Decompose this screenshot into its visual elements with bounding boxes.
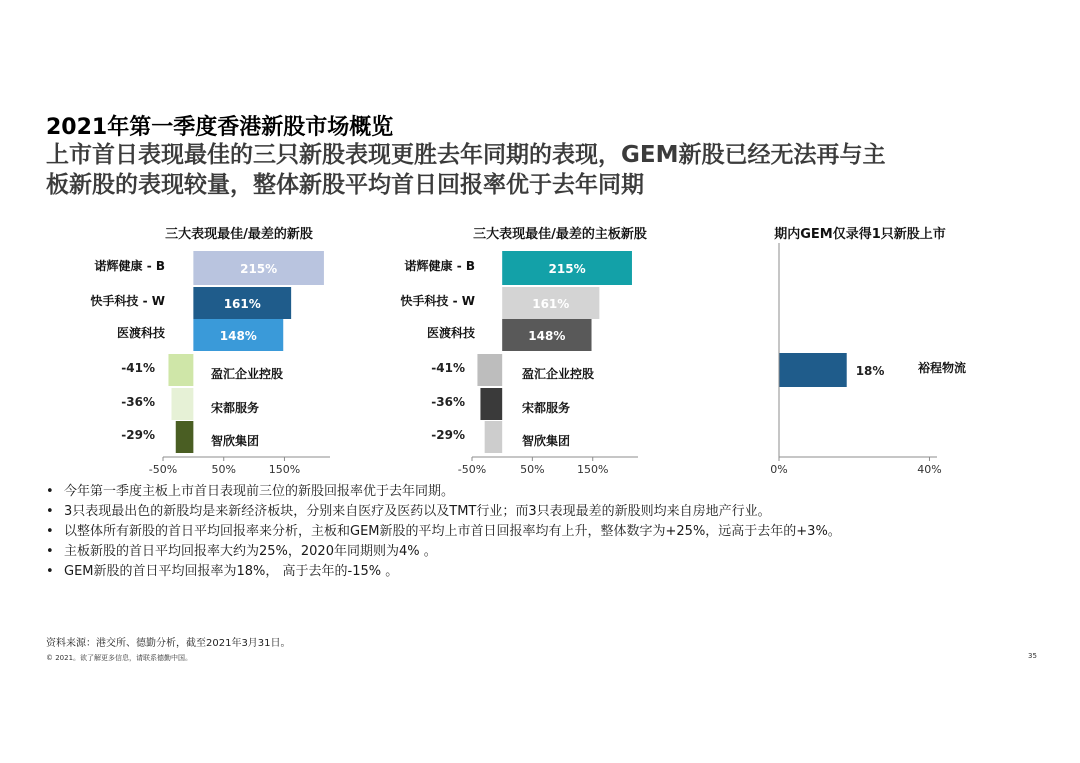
page-title: 2021年第一季度香港新股市场概览	[46, 115, 394, 140]
chart-gem-ipos	[770, 226, 966, 476]
data-label: 148%	[528, 329, 566, 343]
x-tick-label: 150%	[577, 463, 609, 476]
bullet-list	[46, 482, 1056, 582]
bar	[176, 421, 194, 453]
category-label: 诺辉健康 - B	[404, 259, 475, 273]
bullet-item: • 3只表现最出色的新股均是来新经济板块，分别来自医疗及医药以及TMT行业；而3只表现最差的新股则均来自房地产行业。	[46, 502, 1056, 522]
subtitle-line-1: 上市首日表现最佳的三只新股表现更胜去年同期的表现，GEM新股已经无法再与主	[46, 142, 886, 168]
x-tick-label: 40%	[917, 463, 942, 476]
x-tick-label: 50%	[211, 463, 236, 476]
chart-top-bottom-ipos	[90, 226, 330, 476]
data-label: -41%	[431, 361, 465, 375]
copyright-note: © 2021。欲了解更多信息，请联系德勤中国。	[46, 654, 193, 662]
bullet-item: • 今年第一季度主板上市首日表现前三位的新股回报率优于去年同期。	[46, 482, 1056, 502]
subtitle-line-2: 板新股的表现较量，整体新股平均首日回报率优于去年同期	[46, 172, 644, 198]
category-label: 裕程物流	[918, 361, 967, 375]
category-label: 诺辉健康 - B	[94, 259, 165, 273]
chart-main-board-ipos	[400, 226, 647, 476]
data-label: 148%	[219, 329, 257, 343]
data-label: -29%	[431, 428, 465, 442]
category-label: 宋都服务	[211, 401, 260, 415]
x-tick-label: 150%	[268, 463, 301, 476]
data-label: 161%	[532, 297, 570, 311]
bar	[477, 354, 502, 386]
bullet-item: • 以整体所有新股的首日平均回报率来分析，主板和GEM新股的平均上市首日回报率均有上升，整体数字为+25%，远高于去年的+3%。	[46, 522, 1056, 542]
category-label: 盈汇企业控股	[211, 367, 284, 381]
data-label: 215%	[240, 262, 278, 276]
bar	[779, 353, 847, 387]
data-label: -36%	[431, 395, 465, 409]
category-label: 智欣集团	[211, 434, 260, 448]
chart-title: 三大表现最佳/最差的主板新股	[473, 227, 647, 242]
x-tick-label: -50%	[148, 463, 178, 476]
category-label: 智欣集团	[522, 434, 571, 448]
category-label: 医渡科技	[426, 326, 475, 340]
bullet-item: • GEM新股的首日平均回报率为18%， 高于去年的-15% 。	[46, 562, 1056, 582]
bar	[485, 421, 503, 453]
data-label: 215%	[548, 262, 586, 276]
data-label: 18%	[855, 364, 885, 378]
page-subtitle	[46, 140, 1046, 200]
category-label: 医渡科技	[116, 326, 165, 340]
page-number: 35	[1028, 652, 1037, 660]
x-tick-label: 50%	[520, 463, 545, 476]
chart-title: 三大表现最佳/最差的新股	[165, 227, 313, 242]
bar	[172, 388, 194, 420]
bullet-item: • 主板新股的首日平均回报率大约为25%，2020年同期则为4% 。	[46, 542, 1056, 562]
category-label: 快手科技 - W	[400, 294, 475, 308]
data-label: 161%	[223, 297, 261, 311]
chart-title: 期内GEM仅录得1只新股上市	[774, 227, 946, 242]
category-label: 快手科技 - W	[90, 294, 165, 308]
charts-panel	[0, 215, 1080, 480]
x-tick-label: -50%	[457, 463, 487, 476]
source-note: 资料来源：港交所、德勤分析，截至2021年3月31日。	[46, 638, 291, 649]
x-tick-label: 0%	[770, 463, 788, 476]
bar	[168, 354, 193, 386]
data-label: -29%	[121, 428, 155, 442]
category-label: 宋都服务	[522, 401, 571, 415]
bar	[480, 388, 502, 420]
data-label: -41%	[121, 361, 155, 375]
data-label: -36%	[121, 395, 155, 409]
category-label: 盈汇企业控股	[522, 367, 595, 381]
